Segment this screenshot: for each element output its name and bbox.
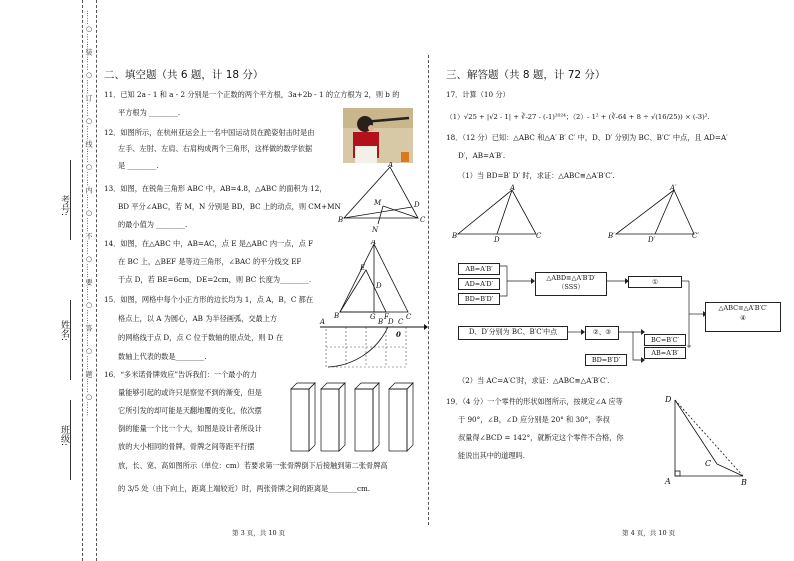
q14-line3: 于点 D，若 BE=6cm，DE=2cm，则 BC 长度为________. [118,275,312,284]
label-C: C [705,459,712,468]
flow-ab: AB=A′B′ [644,347,686,359]
q18-line1: 18．（12 分）已知：△ABC 和△A′ B′ C′ 中，D、D′ 分别为 BC、B′C′ 中点，且 AD=A′ [446,133,728,142]
figure-q19-part [655,392,755,487]
class-underline [70,400,71,480]
figure-q15-grid-numberline [318,315,428,373]
q16-line3: 它所引发的却可能是天翻地覆的变化，依次摆 [118,406,262,415]
label-A: A [320,318,326,326]
flow-sss: （SSS） [557,283,585,291]
page-divider [428,55,429,525]
label-B: B [378,318,384,326]
q19-line2: 于 90°，∠B，∠D 应分别是 20° 和 30°，李叔 [458,415,610,424]
exam-no-label: 考号: [59,195,69,217]
exam-no-underline [70,160,71,240]
flow-given-ab: AB=A′B′ [458,263,500,275]
figure-q14-triangle [334,240,414,320]
label-C1: C′ [692,232,699,240]
q12-line2: 左手、左肘、左肩、右肩构成两个三角形，这样做的数学依据 [118,144,313,153]
label-D: D [414,201,420,209]
label-G: G [370,313,376,320]
label-F: F [384,313,389,320]
flow-conclusion-text: △ABC≌△A′B′C′ [718,304,768,312]
flow-blank-4: ④ [740,314,746,322]
figure-q16-dominoes [285,375,425,460]
q13-line1: 13．如图，在锐角三角形 ABC 中，AB=4.8，△ABC 的面积为 12， [104,184,327,193]
label-B: B [338,216,344,224]
name-label: 姓名: [59,320,69,342]
label-D: D [665,395,672,404]
seal-dashed-line [82,0,83,561]
label-B: B [741,478,747,487]
flow-bc: BC=B′C′ [644,334,686,346]
q16-line4: 倒的能量一个比一个大，如图是设计者所设计 [118,424,262,433]
label-E: E [360,264,366,272]
q19-line3: 叔量得∠BCD = 142°，就断定这个零件不合格，你 [458,433,624,442]
q14-line1: 14．如图，在△ABC 中，AB=AC，点 E 是△ABC 内一点，点 F [104,239,314,248]
label-D: D [388,318,394,326]
label-A: A [665,477,671,486]
q16-line2: 量能够引起的或许只是察觉不到的渐变，但是 [118,388,262,397]
label-B: B [452,232,458,240]
seal-text: ……○……装……○……订……○……线……○……内……○……不……○……要……○……答……○……题……○…… [85,10,93,417]
flow-congruent-abd-text: △ABD≌△A′B′D′ [546,274,596,282]
label-A: A [510,184,516,192]
flow-blank-1: ① [628,276,682,288]
q16-line1: 16．“多米诺骨牌效应”告诉我们：一个最小的力 [104,370,258,379]
q19-line1: 19．（4 分）一个零件的形状如图所示，按规定∠A 应等 [446,397,623,406]
binding-strip [0,0,100,561]
label-C: C [536,232,542,240]
label-A: A [371,240,377,246]
q18-part1: （1）当 BD=B′ D′ 时，求证：△ABC≌△A′B′C′. [458,171,615,180]
label-A1: A′ [670,184,677,192]
figure-q18-triangle-a1b1c1 [608,184,704,244]
q16-line7: 的 3/5 处（由下向上，距离上端较近）时，两张骨牌之间的距离是________cm. [118,484,371,493]
q18-part2: （2）当 AC=A′C′时，求证：△ABC≌△A′B′C′. [458,376,610,385]
q13-line3: 的最小值为 ________. [118,220,188,229]
q15-line4: 数轴上代表的数是________. [118,352,207,361]
flow-midpoints: D、D′分别为 BC、B′C′中点 [458,326,568,340]
flow-given-bd: BD=B′D′ [458,293,500,305]
q19-line4: 能说出其中的道理吗. [458,451,525,460]
q15-line3: 的网格线于点 D，点 C 位于数轴的原点处，则 D 在 [118,333,284,342]
section-title-solutions: 三、解答题（共 8 题，计 72 分） [446,69,606,81]
q11-line2: 平方根为 ________. [118,108,181,117]
q11-line1: 11．已知 2a - 1 和 a - 2 分别是一个正数的两个平方根，3a+2b - 1 的立方根为 2，则 b 的 [104,90,400,99]
flow-conclusion [705,302,781,332]
q16-line6: 放，长、宽、高如图所示（单位：cm）若要求第一张骨牌倒下后接触到第二张骨牌高 [118,461,388,470]
q16-line5: 放的大小相同的骨牌，骨牌之间等距平行摆 [118,442,255,451]
q13-line2: BD 平分∠ABC，若 M，N 分别是 BD，BC 上的动点，则 CM+MN [118,202,341,211]
q15-line2: 格点上，以 A 为圆心，AB 为半径画弧，交最上方 [118,314,278,323]
label-D: D [494,236,500,244]
flow-blank-23: ②、③ [585,326,619,340]
footer-page-4: 第 4 页，共 10 页 [622,529,676,537]
label-B1: B′ [608,232,615,240]
q12-line1: 12．如图所示，在杭州亚运会上一名中国运动员在跪姿射击时是由 [104,128,315,137]
q14-line2: 在 BC 上，△BEF 是等边三角形，∠BAC 的平分线交 EF [118,257,302,266]
label-0: 0 [396,330,401,339]
label-C: C [398,318,404,326]
flow-congruent-abd [535,272,607,296]
section-title-fill-in: 二、填空题（共 6 题，计 18 分） [104,69,264,81]
label-D1: D′ [648,236,656,244]
label-D: D [376,282,382,290]
q17-title: 17．计算（10 分） [446,90,510,99]
shooter-photo [343,108,413,163]
q18-line2: D′，AB=A′B′. [458,151,506,160]
label-A: A [388,162,394,169]
label-N: N [372,226,379,234]
seal-dashed-line-inner [96,0,97,561]
q17-expression: （1）√25 + |√2 - 1| + ∛-27 - (-1)²⁰²⁴；（2）- 1² + (∛-64 + 8 ÷ √(16/25)) × (-3)². [446,113,710,121]
footer-page-3: 第 3 页，共 10 页 [232,529,286,537]
label-C: C [420,216,426,224]
q15-line1: 15．如图，网格中每个小正方形的边长均为 1，点 A，B，C 都在 [104,295,314,304]
figure-q18-triangle-abc [452,184,546,244]
flow-given-ad: AD=A′D′ [458,278,500,290]
flow-bd: BD=B′D′ [585,354,627,366]
label-B: B [334,312,340,320]
label-C: C [406,313,412,320]
name-underline [70,300,71,380]
label-M: M [374,199,382,207]
q12-line3: 是 ________. [118,161,159,170]
class-label: 班级: [59,425,69,447]
figure-q13-triangle [338,162,428,234]
